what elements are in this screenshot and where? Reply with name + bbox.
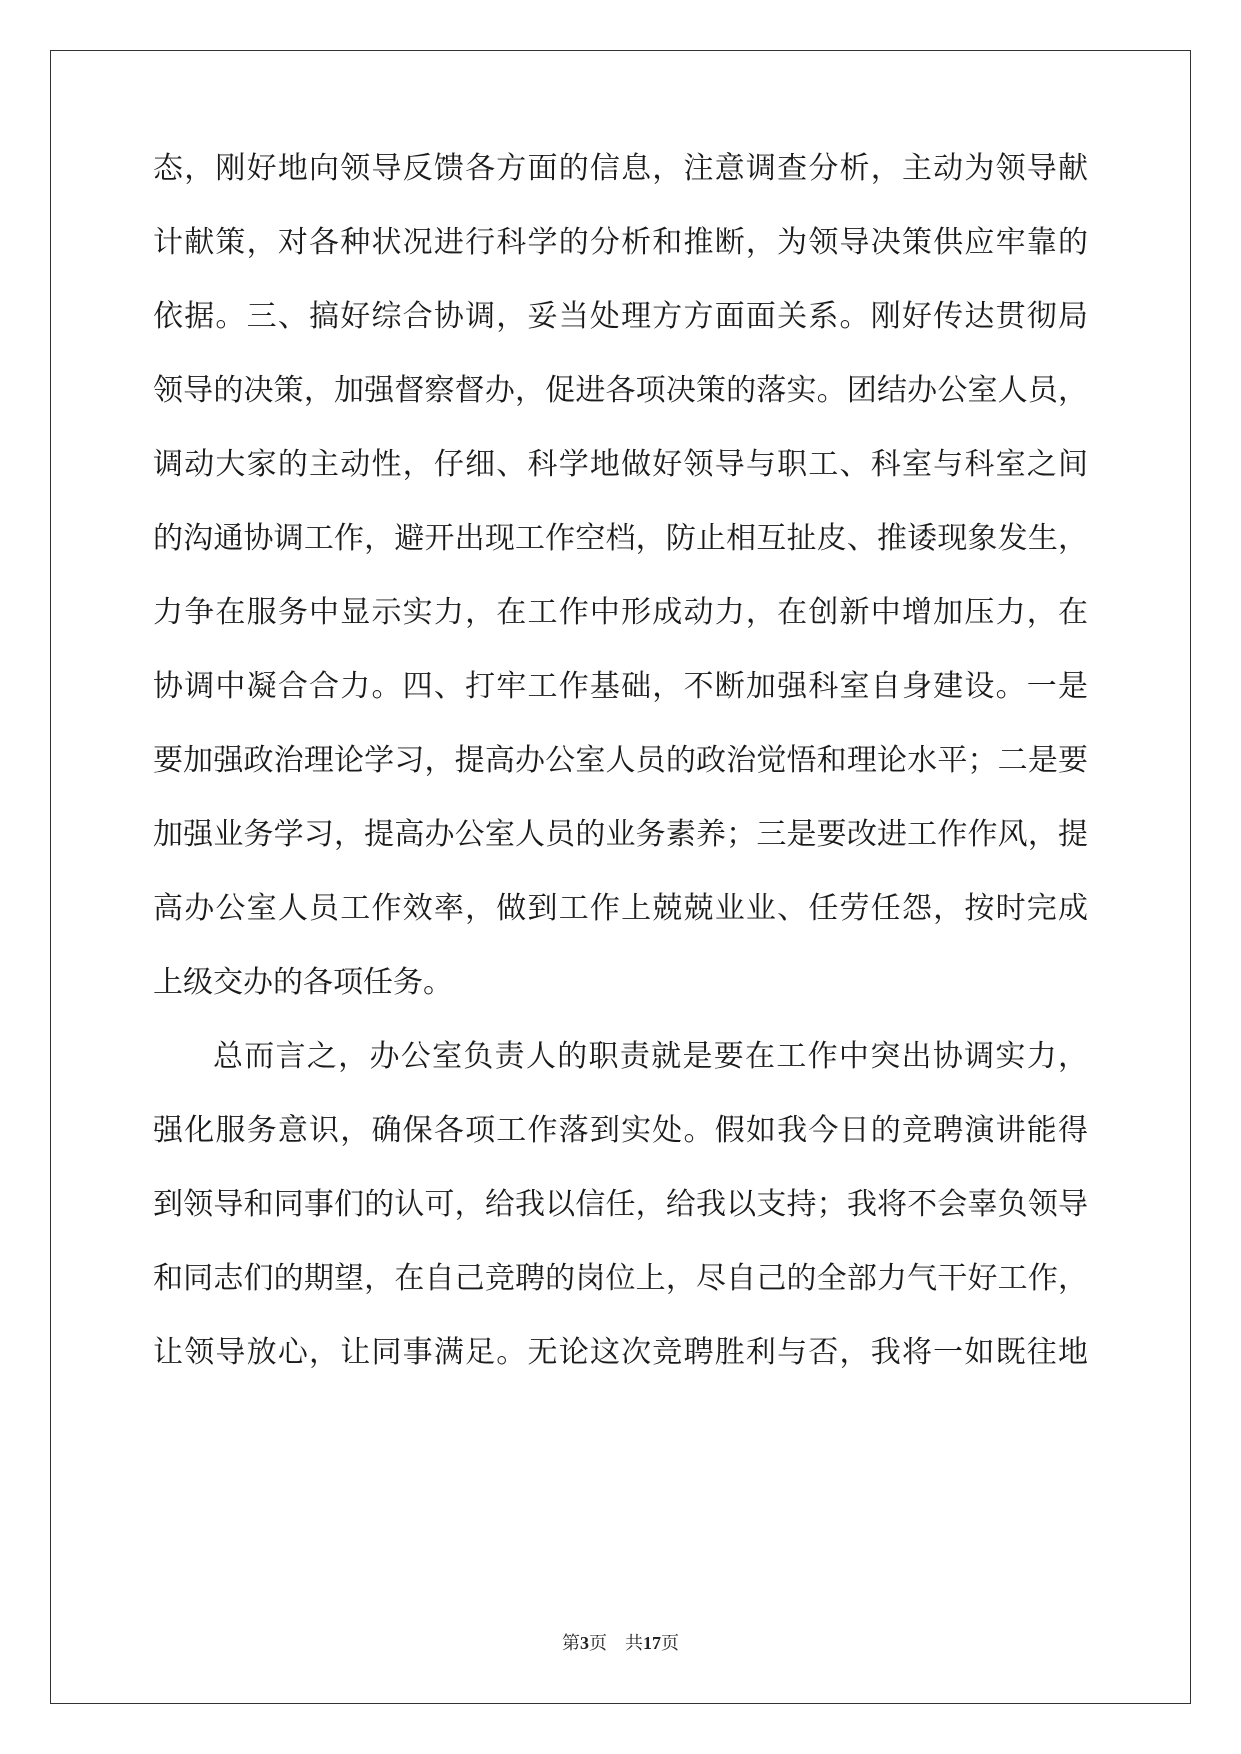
total-prefix: 共 [625, 1633, 643, 1653]
page-suffix: 页 [589, 1633, 607, 1653]
text-line: 调动大家的主动性，仔细、科学地做好领导与职工、科室与科室之间 [153, 447, 1088, 482]
paragraph-first-line: 总而言之，办公室负责人的职责就是要在工作中突出协调实力， [213, 1039, 1088, 1074]
page-footer [0, 1629, 1241, 1655]
text-line: 到领导和同事们的认可，给我以信任，给我以支持；我将不会辜负领导 [153, 1187, 1088, 1222]
text-line: 依据。三、搞好综合协调，妥当处理方方面面关系。刚好传达贯彻局 [153, 299, 1088, 334]
text-line: 强化服务意识，确保各项工作落到实处。假如我今日的竞聘演讲能得 [153, 1113, 1088, 1148]
text-line: 计献策，对各种状况进行科学的分析和推断，为领导决策供应牢靠的 [153, 225, 1088, 260]
text-line: 要加强政治理论学习，提高办公室人员的政治觉悟和理论水平；二是要 [153, 743, 1088, 778]
page-prefix: 第 [562, 1633, 580, 1653]
page-number: 3 [580, 1633, 589, 1653]
text-line: 态，刚好地向领导反馈各方面的信息，注意调查分析，主动为领导献 [153, 151, 1088, 186]
text-line: 力争在服务中显示实力，在工作中形成动力，在创新中增加压力，在 [153, 595, 1088, 630]
text-line: 和同志们的期望，在自己竞聘的岗位上，尽自己的全部力气干好工作， [153, 1261, 1088, 1296]
text-line: 高办公室人员工作效率，做到工作上兢兢业业、任劳任怨，按时完成 [153, 891, 1088, 926]
text-line: 领导的决策，加强督察督办，促进各项决策的落实。团结办公室人员， [153, 373, 1088, 408]
text-line: 上级交办的各项任务。 [153, 965, 453, 1000]
total-suffix: 页 [661, 1633, 679, 1653]
text-line: 加强业务学习，提高办公室人员的业务素养；三是要改进工作作风，提 [153, 817, 1088, 852]
text-line: 协调中凝合合力。四、打牢工作基础，不断加强科室自身建设。一是 [153, 669, 1088, 704]
text-line: 的沟通协调工作，避开出现工作空档，防止相互扯皮、推诿现象发生， [153, 521, 1088, 556]
total-pages: 17 [643, 1633, 661, 1653]
text-line: 让领导放心，让同事满足。无论这次竞聘胜利与否，我将一如既往地 [153, 1335, 1088, 1370]
